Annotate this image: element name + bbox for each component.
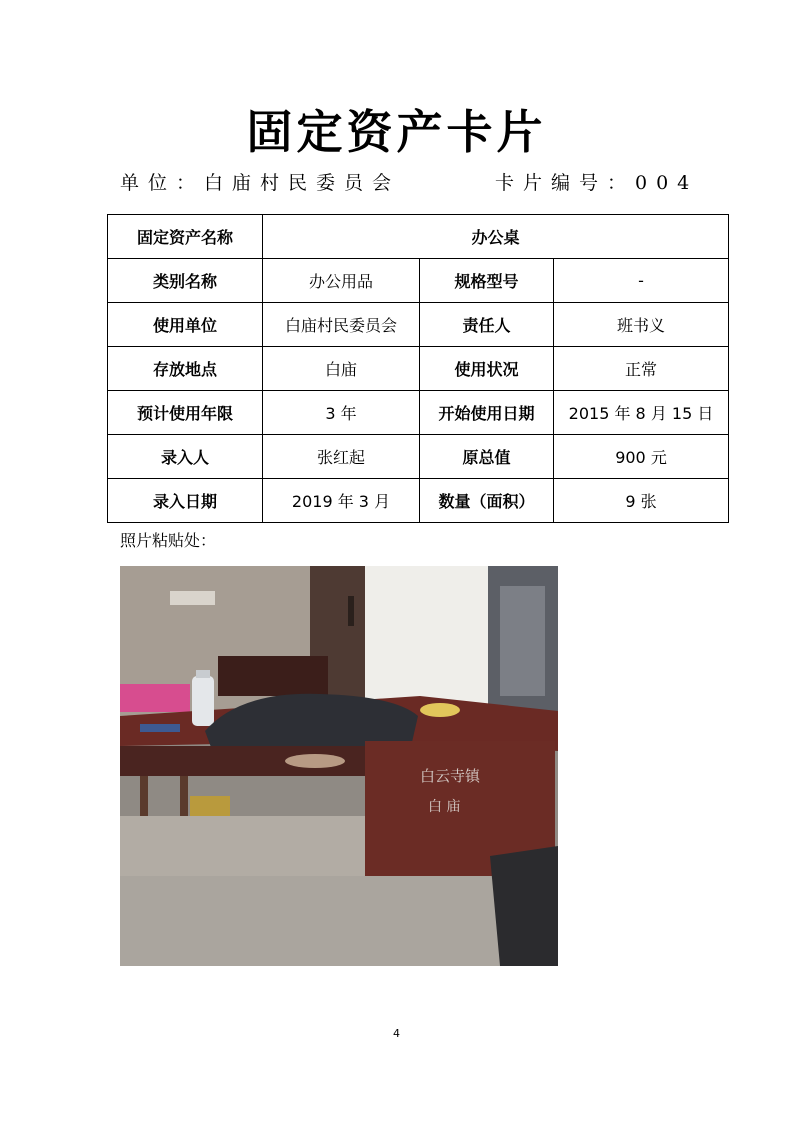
stationery xyxy=(140,724,180,732)
table-corner xyxy=(490,846,558,966)
table-row xyxy=(108,259,729,303)
life-value: 3 年 xyxy=(263,391,420,435)
bottle-cap xyxy=(196,670,210,678)
category-value: 办公用品 xyxy=(263,259,420,303)
location-value: 白庙 xyxy=(263,347,420,391)
quantity-value: 9 张 xyxy=(554,479,729,523)
quantity-label: 数量（面积） xyxy=(420,479,554,523)
original-value-label: 原总值 xyxy=(420,435,554,479)
responsible-value: 班书义 xyxy=(554,303,729,347)
spec-value: - xyxy=(554,259,729,303)
card-number-line: 卡片编号：004 xyxy=(495,172,699,194)
location-label: 存放地点 xyxy=(108,347,263,391)
floor-under-desk xyxy=(120,816,365,876)
unit-line: 单位：白庙村民委员会 xyxy=(120,172,401,194)
table-row xyxy=(108,479,729,523)
start-date-label: 开始使用日期 xyxy=(420,391,554,435)
table-row xyxy=(108,435,729,479)
water-bottle xyxy=(192,676,214,726)
category-label: 类别名称 xyxy=(108,259,263,303)
entry-date-value: 2019 年 3 月 xyxy=(263,479,420,523)
entered-by-value: 张红起 xyxy=(263,435,420,479)
entry-date-label: 录入日期 xyxy=(108,479,263,523)
table-row xyxy=(108,303,729,347)
person-sweater xyxy=(500,586,545,696)
wall-socket xyxy=(170,591,215,605)
spec-label: 规格型号 xyxy=(420,259,554,303)
tape-roll xyxy=(420,703,460,717)
table-row xyxy=(108,215,729,259)
asset-name-label: 固定资产名称 xyxy=(108,215,263,259)
life-label: 预计使用年限 xyxy=(108,391,263,435)
page-number: 4 xyxy=(393,1027,400,1040)
photo-label: 照片粘贴处： xyxy=(120,531,217,550)
round-object xyxy=(285,754,345,768)
responsible-label: 责任人 xyxy=(420,303,554,347)
user-unit-value: 白庙村民委员会 xyxy=(263,303,420,347)
desk-text-line1: 白云寺镇 xyxy=(420,767,481,785)
chair-back xyxy=(218,656,328,696)
table-row xyxy=(108,347,729,391)
table-row xyxy=(108,391,729,435)
status-label: 使用状况 xyxy=(420,347,554,391)
user-unit-label: 使用单位 xyxy=(108,303,263,347)
status-value: 正常 xyxy=(554,347,729,391)
entered-by-label: 录入人 xyxy=(108,435,263,479)
desk-photo xyxy=(120,566,558,966)
door-handle xyxy=(348,596,354,626)
page-title: 固定资产卡片 xyxy=(246,105,547,159)
start-date-value: 2015 年 8 月 15 日 xyxy=(554,391,729,435)
original-value-value: 900 元 xyxy=(554,435,729,479)
asset-name-value: 办公桌 xyxy=(263,215,729,259)
pink-board xyxy=(120,684,190,712)
asset-card-table xyxy=(107,214,729,523)
floor xyxy=(120,876,558,966)
desk-text-line2: 白 庙 xyxy=(428,799,461,815)
